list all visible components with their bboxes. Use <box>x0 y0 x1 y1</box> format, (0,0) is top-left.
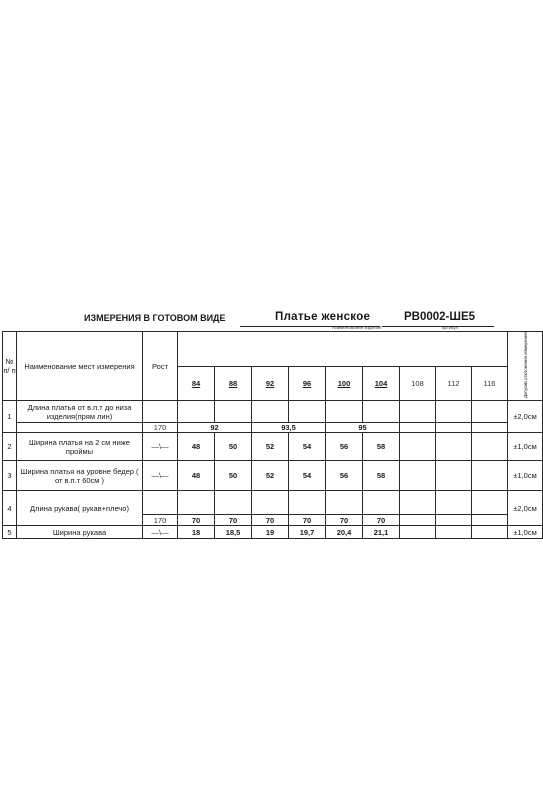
row-value: 70 <box>289 515 326 526</box>
row-value: 93,5 <box>252 423 326 433</box>
empty-cell <box>143 401 178 423</box>
row-value: 50 <box>215 461 252 491</box>
row-rost: —\— <box>143 461 178 491</box>
empty-cell <box>400 433 436 461</box>
table-row <box>3 491 543 515</box>
row-name: Длина рукава( рукав+плечо) <box>17 491 143 526</box>
empty-cell <box>400 401 436 423</box>
row-value: 95 <box>326 423 400 433</box>
row-value: 70 <box>252 515 289 526</box>
empty-cell <box>436 515 472 526</box>
table-row <box>3 526 543 539</box>
row-num: 5 <box>3 526 17 539</box>
row-tolerance: ±1,0см <box>508 526 543 539</box>
row-tolerance: ±2,0см <box>508 491 543 526</box>
empty-cell <box>215 491 252 515</box>
size-84: 84 <box>178 366 215 401</box>
row-value: 54 <box>289 433 326 461</box>
empty-cell <box>363 401 400 423</box>
empty-cell <box>472 423 508 433</box>
row-num: 1 <box>3 401 17 433</box>
empty-cell <box>472 433 508 461</box>
col-name-header: Наименование мест измерения <box>17 332 143 401</box>
row-value: 56 <box>326 461 363 491</box>
empty-cell <box>400 491 436 515</box>
size-108: 108 <box>400 366 436 401</box>
row-value: 58 <box>363 433 400 461</box>
empty-cell <box>326 401 363 423</box>
row-value: 50 <box>215 433 252 461</box>
col-tolerance-header: Допуски отклонения измерения <box>508 332 543 401</box>
row-value: 70 <box>363 515 400 526</box>
empty-cell <box>252 491 289 515</box>
sheet-title: ИЗМЕРЕНИЯ В ГОТОВОМ ВИДЕ <box>84 313 226 323</box>
row-value: 18 <box>178 526 215 539</box>
row-value: 21,1 <box>363 526 400 539</box>
article-caption: артикул <box>442 325 459 330</box>
row-rost: —\— <box>143 433 178 461</box>
empty-cell <box>436 423 472 433</box>
article-underline <box>382 326 494 327</box>
row-value: 54 <box>289 461 326 491</box>
size-88: 88 <box>215 366 252 401</box>
empty-cell <box>215 401 252 423</box>
row-value: 19,7 <box>289 526 326 539</box>
size-100: 100 <box>326 366 363 401</box>
product-underline <box>240 326 380 327</box>
table-row <box>3 461 543 491</box>
row-rost: 170 <box>143 515 178 526</box>
empty-cell <box>436 401 472 423</box>
row-name: Ширина платья на уровне бедер ( от в.п.т 60см ) <box>17 461 143 491</box>
row-name: Ширина рукава <box>17 526 143 539</box>
row-tolerance: ±2,0см <box>508 401 543 433</box>
empty-cell <box>436 526 472 539</box>
col-rost-header: Рост <box>143 332 178 401</box>
product-caption: Наименование изделия <box>332 325 382 330</box>
row-value: 58 <box>363 461 400 491</box>
product-name: Платье женское <box>275 311 371 323</box>
empty-cell <box>472 491 508 515</box>
row-tolerance: ±1,0см <box>508 461 543 491</box>
row-name: Длина платья от в.п.т до низа изделия(прям лин) <box>17 401 143 423</box>
empty-cell <box>400 526 436 539</box>
sizes-header-blank <box>178 332 508 362</box>
empty-cell <box>289 491 326 515</box>
row-tolerance: ±1,0см <box>508 433 543 461</box>
row-value: 56 <box>326 433 363 461</box>
measurement-table <box>2 331 543 539</box>
row-value: 20,4 <box>326 526 363 539</box>
empty-cell <box>178 401 215 423</box>
article-code: РВ0002-ШЕ5 <box>404 311 476 323</box>
empty-cell <box>17 423 143 433</box>
row-value: 48 <box>178 433 215 461</box>
row-num: 4 <box>3 491 17 526</box>
empty-cell <box>400 461 436 491</box>
row-name: Ширина платья на 2 см ниже проймы <box>17 433 143 461</box>
col-num-header: № п/ п <box>3 332 17 401</box>
row-value: 92 <box>178 423 252 433</box>
empty-cell <box>436 491 472 515</box>
row-num: 3 <box>3 461 17 491</box>
size-92: 92 <box>252 366 289 401</box>
empty-cell <box>363 491 400 515</box>
table-header-row <box>3 332 543 362</box>
empty-cell <box>472 515 508 526</box>
size-104: 104 <box>363 366 400 401</box>
row-value: 18,5 <box>215 526 252 539</box>
row-value: 52 <box>252 433 289 461</box>
row-value: 52 <box>252 461 289 491</box>
empty-cell <box>472 461 508 491</box>
empty-cell <box>400 515 436 526</box>
empty-cell <box>472 401 508 423</box>
empty-cell <box>178 491 215 515</box>
table-row <box>3 423 543 433</box>
row-rost: —\— <box>143 526 178 539</box>
empty-cell <box>436 461 472 491</box>
size-112: 112 <box>436 366 472 401</box>
row-value: 48 <box>178 461 215 491</box>
row-value: 70 <box>326 515 363 526</box>
empty-cell <box>289 401 326 423</box>
row-num: 2 <box>3 433 17 461</box>
row-value: 70 <box>178 515 215 526</box>
size-116: 116 <box>472 366 508 401</box>
table-row <box>3 433 543 461</box>
empty-cell <box>400 423 436 433</box>
row-rost: 170 <box>143 423 178 433</box>
table-row <box>3 401 543 423</box>
row-value: 19 <box>252 526 289 539</box>
row-value: 70 <box>215 515 252 526</box>
empty-cell <box>143 491 178 515</box>
empty-cell <box>326 491 363 515</box>
empty-cell <box>472 526 508 539</box>
empty-cell <box>252 401 289 423</box>
empty-cell <box>436 433 472 461</box>
size-96: 96 <box>289 366 326 401</box>
